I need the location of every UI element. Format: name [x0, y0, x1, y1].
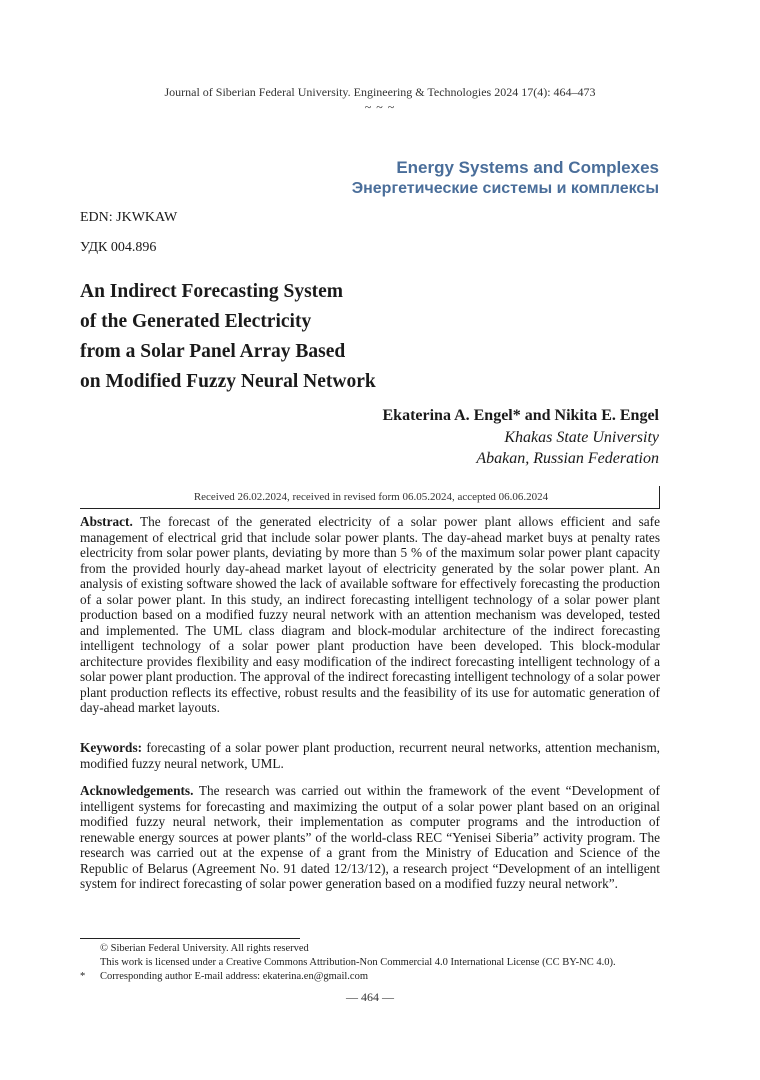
journal-citation: Journal of Siberian Federal University. Engineering & Technologies 2024 17(4): 464–473	[164, 85, 596, 99]
footnote-marker: *	[80, 971, 86, 982]
footnote-license: This work is licensed under a Creative Commons Attribution-Non Commercial 4.0 International License (CC BY-NC 4.0).	[100, 957, 616, 968]
header-ornament: ~ ~ ~	[364, 100, 396, 114]
keywords	[80, 740, 660, 771]
author-names: Ekaterina A. Engel* and Nikita E. Engel	[382, 407, 659, 424]
abstract	[80, 514, 660, 716]
section-title-ru: Энергетические системы и комплексы	[351, 180, 659, 197]
acknowledgements-text: The research was carried out within the framework of the event “Development of intelligent systems for forecasting and maximizing the output of a solar power plant based on an original modified fuzzy neural network, their implementation as computer programs and the introduction of renewable energy sources at power plants” of the world-class REC “Yenisei Siberia” activity program. The research was carried out at the expense of a grant from the Ministry of Education and Science of the Republic of Belarus (Agreement No. 91 dated 12/13/12), a research project “Development of an intelligent system for indirect forecasting of solar power generation based on a modified fuzzy neural network”.	[80, 783, 660, 891]
title-line: on Modified Fuzzy Neural Network	[80, 371, 376, 392]
footnote-corresponding-author: Corresponding author E-mail address: ekaterina.en@gmail.com	[100, 971, 369, 982]
keywords-text: forecasting of a solar power plant production, recurrent neural networks, attention mechanism, modified fuzzy neural network, UML.	[80, 740, 660, 771]
udk-code: УДК 004.896	[80, 240, 157, 255]
keywords-label: Keywords:	[80, 740, 143, 755]
acknowledgements-label: Acknowledgements.	[80, 783, 194, 798]
title-line: An Indirect Forecasting System	[80, 281, 344, 302]
affiliation-location: Abakan, Russian Federation	[476, 450, 659, 467]
section-title-en: Energy Systems and Complexes	[396, 158, 659, 177]
affiliation-university: Khakas State University	[504, 429, 659, 446]
received-dates: Received 26.02.2024, received in revised form 06.05.2024, accepted 06.06.2024	[193, 491, 549, 503]
edn-code: EDN: JKWKAW	[80, 210, 178, 225]
abstract-text: The forecast of the generated electricity of a solar power plant allows efficient and safe management of electrical grid that include solar power plants. The day-ahead market buys at penalty rates electricity from solar power plants, deviating by more than 5 % of the maximum solar power plant capacity from the provided hourly day-ahead market layout of electricity generated by the solar power plant. An analysis of existing software showed the lack of available software for effectively forecasting the production of a solar power plant. In this study, an indirect forecasting intelligent technology of a solar power plant production based on a modified fuzzy neural network with an attention mechanism was developed, tested and implemented. The UML class diagram and block-modular architecture of the indirect forecasting intelligent technology of a solar power plant production have been developed. This block-modular architecture provides flexibility and easy modification of the indirect forecasting intelligent technology of a solar power plant production. The approval of the indirect forecasting intelligent technology of a solar power plant production reflects its effective, robust results and the feasibility of its use for automatic generation of day-ahead market layouts.	[80, 514, 660, 715]
title-line: of the Generated Electricity	[80, 311, 312, 332]
footnote-copyright: © Siberian Federal University. All rights reserved	[100, 943, 309, 954]
title-line: from a Solar Panel Array Based	[80, 341, 346, 362]
paper-title	[80, 277, 500, 397]
abstract-label: Abstract.	[80, 514, 133, 529]
footnote-rule	[80, 938, 300, 939]
acknowledgements	[80, 783, 660, 892]
abstract-top-rule	[80, 508, 660, 509]
abstract-side-rule	[659, 486, 660, 509]
page-number: — 464 —	[346, 990, 394, 1004]
